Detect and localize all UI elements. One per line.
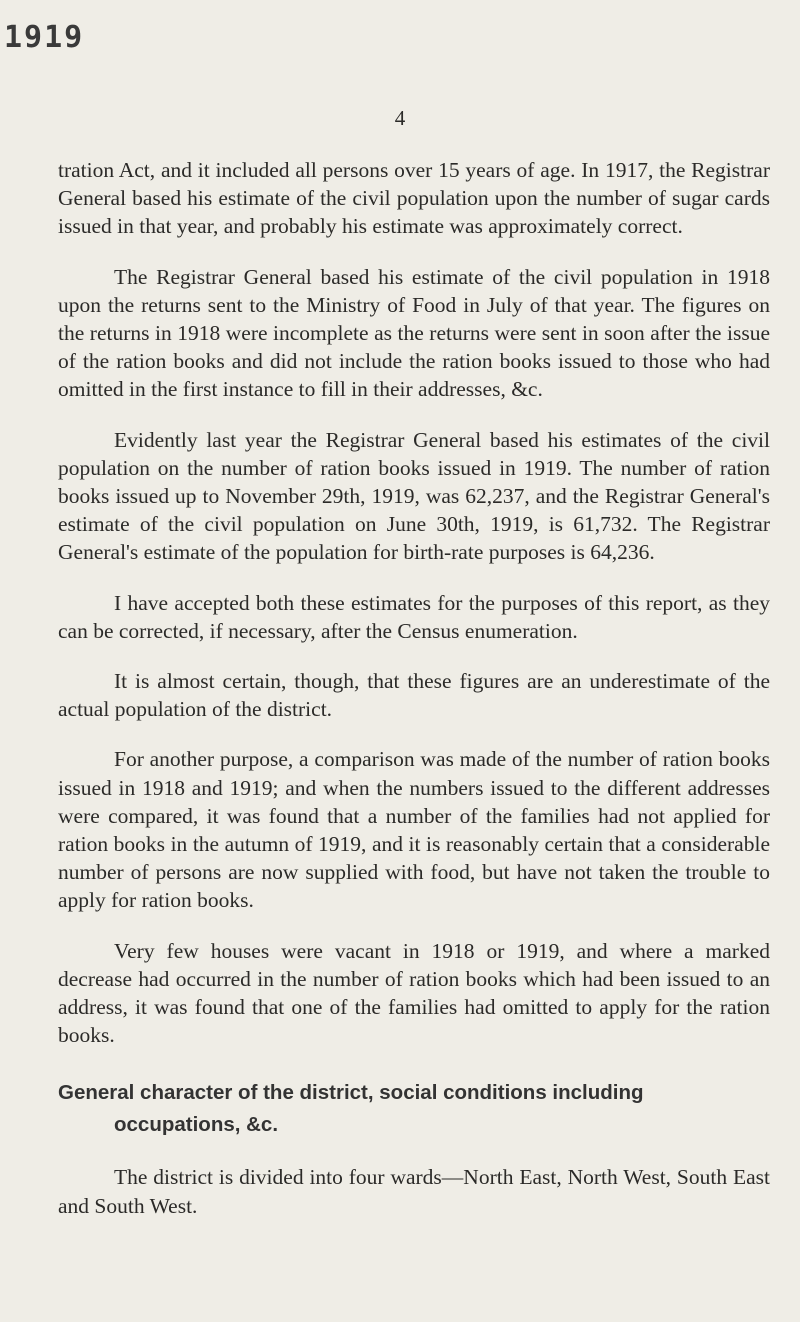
page-number: 4: [394, 106, 406, 130]
paragraph-1919-estimate: Evidently last year the Registrar General based his estimates of the civil population on the number of ration books issued in 1919. The number of ration books issued up to November 29th, 1919, was 62,237, and the Registrar General's estimate of the civil population on June 30th, 1919, is 61,732. The Registrar General's estimate of the population for birth-rate purposes is 64,236.: [58, 427, 770, 565]
section-heading: General character of the district, social conditions including occupations, &c.: [58, 1081, 644, 1137]
year-stamp: 1919: [4, 20, 85, 55]
paragraph-wards: The district is divided into four wards—North East, North West, South East and South West.: [58, 1165, 770, 1218]
paragraph-1918-estimate: The Registrar General based his estimate of the civil population in 1918 upon the returns sent to the Ministry of Food in July of that year. The figures on the returns in 1918 were incomplete as the returns were sent in soon after the issue of the ration books and did not include the ration books issued to those who had omitted in the first instance to fill in their addresses, &c.: [58, 264, 770, 402]
paragraph-continuation: tration Act, and it included all persons over 15 years of age. In 1917, the Registrar General based his estimate of the civil population upon the number of sugar cards issued in that year, and probably his estimate was approximately correct.: [58, 158, 770, 239]
paragraph-comparison: For another purpose, a comparison was made of the number of ration books issued in 1918 and 1919; and when the numbers issued to the different addresses were compared, it was found that a number of the families had not applied for ration books in the autumn of 1919, and it is reasonably certain that a considerable number of persons are now supplied with food, but have not taken the trouble to apply for ration books.: [58, 747, 770, 913]
paragraph-accepted-estimates: I have accepted both these estimates for the purposes of this report, as they can be corrected, if necessary, after the Census enumeration.: [58, 590, 770, 643]
paragraph-vacant-houses: Very few houses were vacant in 1918 or 1919, and where a marked decrease had occurred in the number of ration books which had been issued to an address, it was found that one of the families had omitted to apply for the ration books.: [58, 938, 770, 1048]
document-body: [58, 156, 770, 1242]
paragraph-underestimate: It is almost certain, though, that these figures are an underestimate of the actual population of the district.: [58, 669, 770, 722]
